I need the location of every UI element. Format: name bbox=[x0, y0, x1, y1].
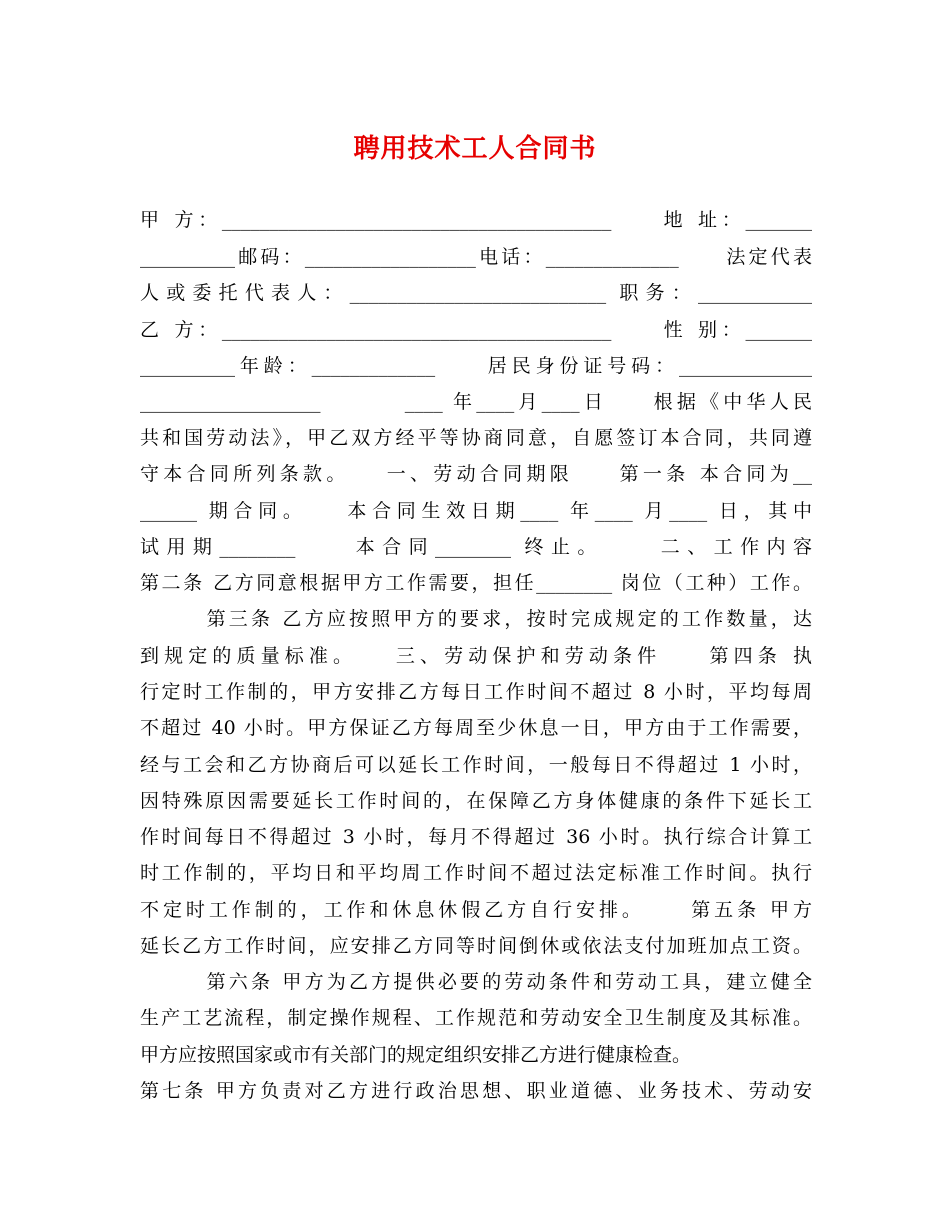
text-line: 共和国劳动法》，甲乙双方经平等协商同意，自愿签订本合同，共同遵 bbox=[140, 427, 812, 449]
text-line: 守本合同所列条款。 一、劳动合同期限 第一条 本合同为__ bbox=[140, 463, 812, 485]
text-line: 到规定的质量标准。 三、劳动保护和劳动条件 第四条 执 bbox=[140, 645, 812, 667]
text-line: ______ 期合同。 本合同生效日期____ 年____ 月____ 日，其中 bbox=[140, 500, 812, 522]
text-line: 第六条 甲方为乙方提供必要的劳动条件和劳动工具，建立健全 bbox=[140, 971, 812, 993]
text-line: __________年龄：_____________ 居民身份证号码：______________ bbox=[140, 355, 812, 377]
text-line: 人或委托代表人：___________________________ 职务：____________ bbox=[140, 282, 812, 304]
text-line: 行定时工作制的，甲方安排乙方每日工作时间不超过 8 小时，平均每周 bbox=[140, 681, 812, 703]
document-title: 聘用技术工人合同书 bbox=[353, 134, 597, 164]
text-line: 因特殊原因需要延长工作时间的，在保障乙方身体健康的条件下延长工 bbox=[140, 790, 812, 812]
text-line: 试用期________ 本合同________ 终止。 二、工作内容 bbox=[140, 536, 812, 558]
text-line: 作时间每日不得超过 3 小时，每月不得超过 36 小时。执行综合计算工 bbox=[140, 826, 812, 848]
text-line: 第七条 甲方负责对乙方进行政治思想、职业道德、业务技术、劳动安 bbox=[140, 1080, 812, 1102]
text-line: 甲 方：_________________________________________ 地 址：_______ bbox=[140, 209, 812, 231]
text-line: 甲方应按照国家或市有关部门的规定组织安排乙方进行健康检查。 bbox=[140, 1044, 692, 1066]
text-line: 不超过 40 小时。甲方保证乙方每周至少休息一日，甲方由于工作需要， bbox=[140, 717, 812, 739]
text-line: 延长乙方工作时间，应安排乙方同等时间倒休或依法支付加班加点工资。 bbox=[140, 935, 812, 957]
text-line: ___________________ ____ 年____月____日 根据《中华人民 bbox=[140, 391, 812, 413]
text-line: 第二条 乙方同意根据甲方工作需要，担任________ 岗位（工种）工作。 bbox=[140, 572, 812, 594]
text-line: 不定时工作制的，工作和休息休假乙方自行安排。 第五条 甲方 bbox=[140, 899, 812, 921]
text-line: __________邮码：__________________电话：______________ 法定代表 bbox=[140, 246, 812, 268]
text-line: 乙 方：_________________________________________ 性 别：_______ bbox=[140, 319, 812, 341]
text-line: 第三条 乙方应按照甲方的要求，按时完成规定的工作数量，达 bbox=[140, 608, 812, 630]
text-line: 时工作制的，平均日和平均周工作时间不超过法定标准工作时间。执行 bbox=[140, 862, 812, 884]
text-line: 经与工会和乙方协商后可以延长工作时间，一般每日不得超过 1 小时， bbox=[140, 754, 812, 776]
text-line: 生产工艺流程，制定操作规程、工作规范和劳动安全卫生制度及其标准。 bbox=[140, 1007, 812, 1029]
